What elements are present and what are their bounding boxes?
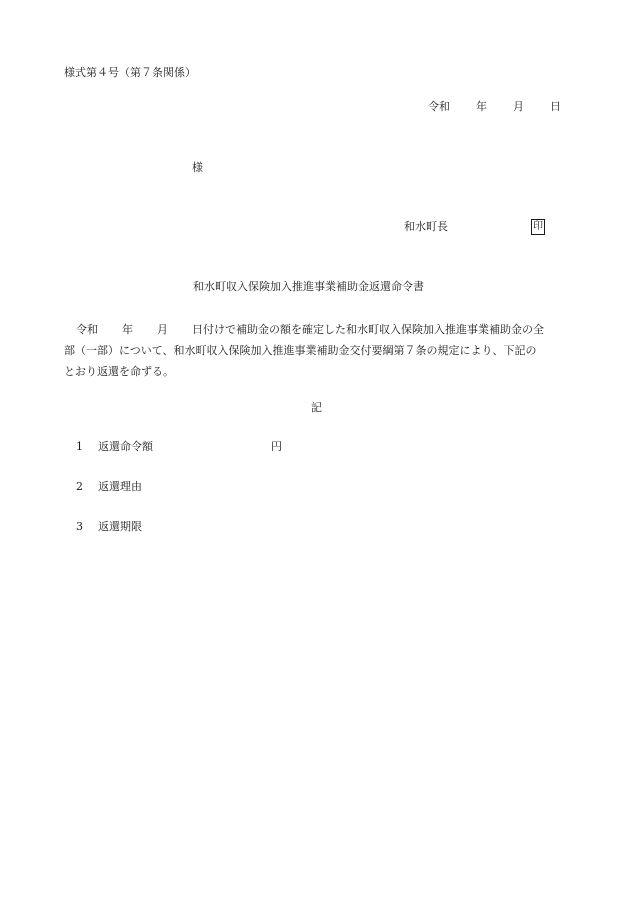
list-item — [76, 519, 142, 535]
list-item — [76, 479, 142, 495]
body-paragraph — [64, 319, 584, 382]
date-day: 日 — [550, 100, 561, 113]
date-line — [428, 99, 561, 115]
body-line-3: とおり返還を命ずる。 — [64, 365, 174, 378]
issuer-name: 和水町長 — [404, 220, 448, 233]
date-month: 月 — [513, 100, 524, 113]
body-era: 令和 — [76, 323, 98, 336]
body-line-2: 部（一部）について、和水町収入保険加入推進事業補助金交付要綱第７条の規定により、下記の — [64, 344, 537, 357]
item-label: 返還命令額 — [98, 440, 153, 453]
date-year: 年 — [476, 100, 487, 113]
ki-heading: 記 — [311, 401, 322, 414]
item-value-unit: 円 — [271, 440, 282, 453]
addressee-honorific: 様 — [192, 161, 203, 174]
body-month: 月 — [157, 323, 168, 336]
form-number: 様式第４号（第７条関係） — [64, 66, 196, 79]
list-item — [76, 439, 282, 455]
document-title: 和水町収入保険加入推進事業補助金返還命令書 — [193, 280, 424, 293]
date-era: 令和 — [428, 100, 450, 113]
item-number: 2 — [76, 480, 83, 493]
seal-mark: 印 — [531, 219, 545, 235]
item-label: 返還期限 — [98, 520, 142, 533]
body-year: 年 — [122, 323, 133, 336]
item-number: 3 — [76, 520, 83, 533]
item-number: 1 — [76, 440, 83, 453]
item-label: 返還理由 — [98, 480, 142, 493]
body-line-1 — [64, 319, 584, 340]
body-line-1-rest: 日付けで補助金の額を確定した和水町収入保険加入推進事業補助金の全 — [192, 323, 544, 336]
